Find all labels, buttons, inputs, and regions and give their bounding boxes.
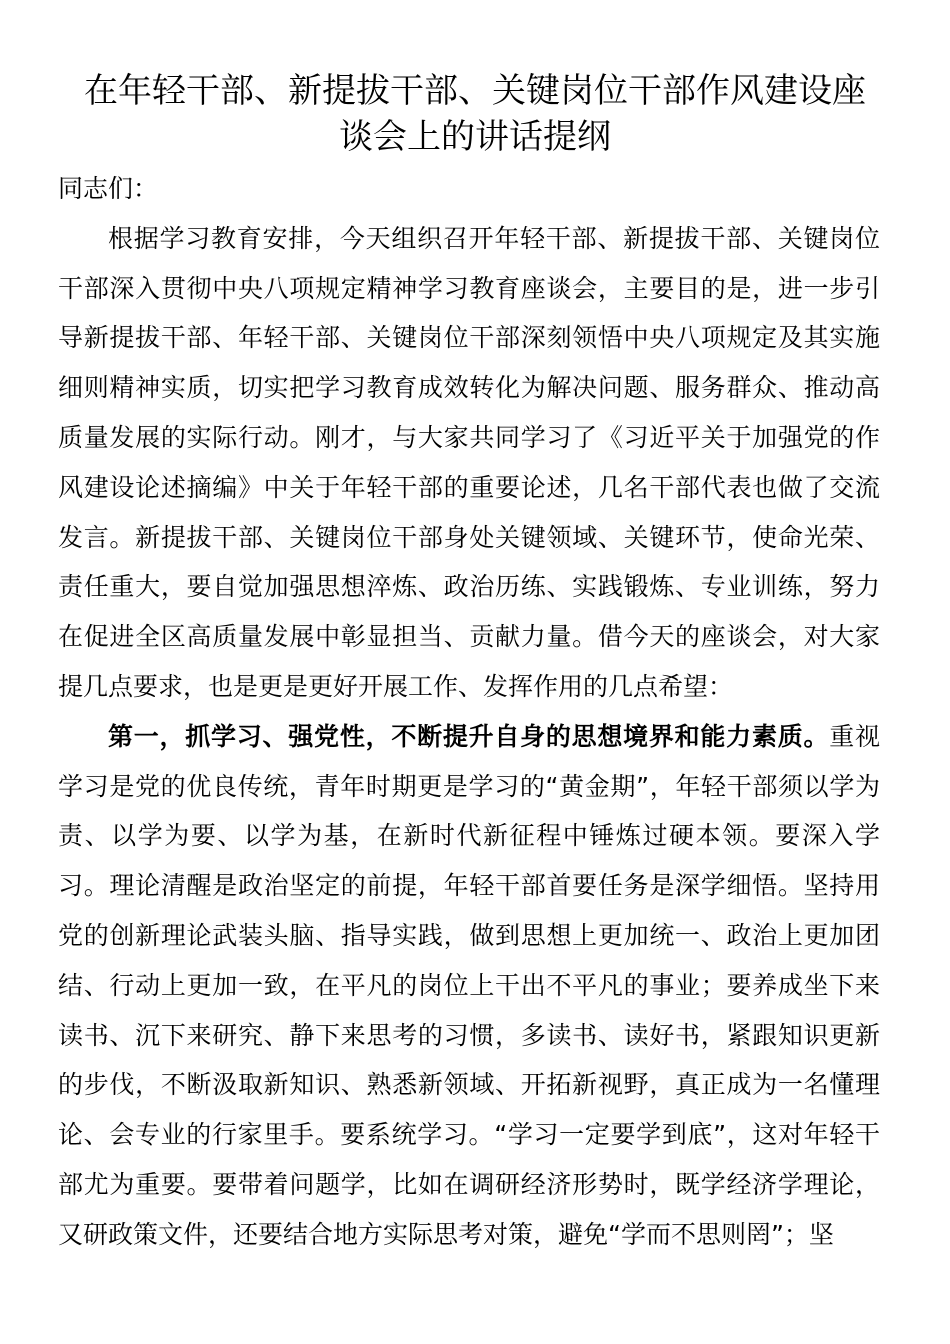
paragraph-intro: 根据学习教育安排，今天组织召开年轻干部、新提拔干部、关键岗位干部深入贯彻中央八项规定精神学习教育座谈会，主要目的是，进一步引导新提拔干部、年轻干部、关键岗位干部深刻领悟中央八项规定及其实施细则精神实质，切实把学习教育成效转化为解决问题、服务群众、推动高质量发展的实际行动。刚才，与大家共同学习了《习近平关于加强党的作风建设论述摘编》中关于年轻干部的重要论述，几名干部代表也做了交流发言。新提拔干部、关键岗位干部身处关键领域、关键环节，使命光荣、责任重大，要自觉加强思想淬炼、政治历练、实践锻炼、专业训练，努力在促进全区高质量发展中彰显担当、贡献力量。借今天的座谈会，对大家提几点要求，也是更是更好开展工作、发挥作用的几点希望： <box>58 223 880 701</box>
document-title <box>40 68 910 160</box>
salutation: 同志们： <box>58 174 159 203</box>
paragraph-first-point-heading: 第一，抓学习、强党性，不断提升自身的思想境界和能力素质。 <box>108 721 830 751</box>
document-title-line-2: 谈会上的讲话提纲 <box>339 117 611 157</box>
paragraph-first-point-body: 重视学习是党的优良传统，青年时期更是学习的“黄金期”，年轻干部须以学为责、以学为要、以学为基，在新时代新征程中锤炼过硬本领。要深入学习。理论清醒是政治坚定的前提，年轻干部首要任务是深学细悟。坚持用党的创新理论武装头脑、指导实践，做到思想上更加统一、政治上更加团结、行动上更加一致，在平凡的岗位上干出不平凡的事业；要养成坐下来读书、沉下来研究、静下来思考的习惯，多读书、读好书，紧跟知识更新的步伐，不断汲取新知识、熟悉新领域、开拓新视野，真正成为一名懂理论、会专业的行家里手。要系统学习。“学习一定要学到底”，这对年轻干部尤为重要。要带着问题学，比如在调研经济形势时，既学经济学理论，又研政策文件，还要结合地方实际思考对策，避免“学而不思则罔”；坚 <box>58 721 880 1249</box>
document-body <box>58 164 880 1260</box>
document-title-line-1: 在年轻干部、新提拔干部、关键岗位干部作风建设座 <box>84 71 866 111</box>
paragraph-first-point <box>58 712 880 1260</box>
